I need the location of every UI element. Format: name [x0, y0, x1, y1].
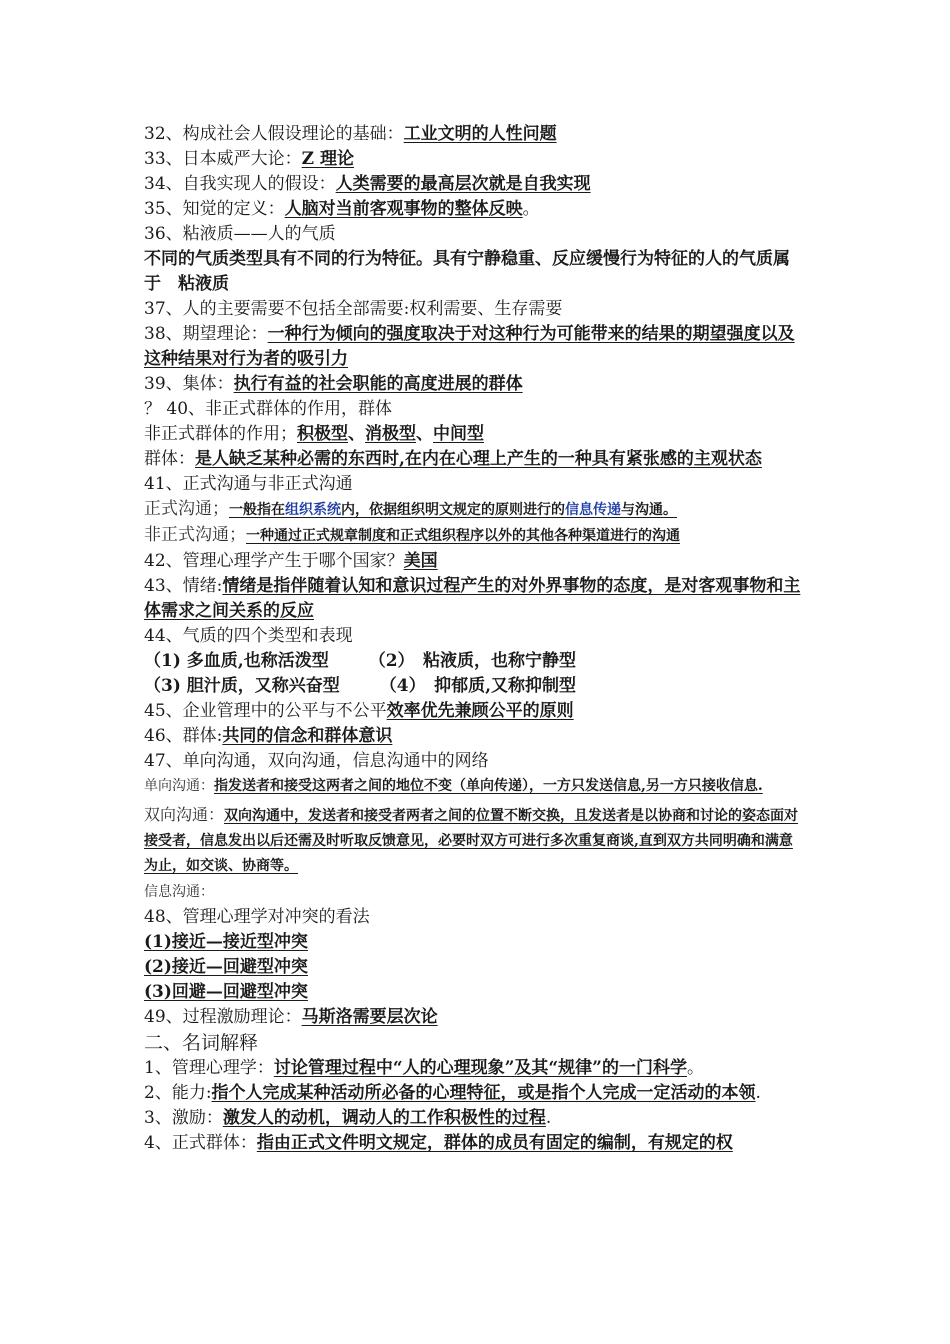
item-40-heading: ？ 40、非正式群体的作用，群体: [144, 399, 393, 419]
item-45: 45、企业管理中的公平与不公平效率优先兼顾公平的原则: [144, 701, 574, 721]
item-32: 32、构成社会人假设理论的基础：工业文明的人性问题: [144, 124, 557, 144]
link-information-transfer[interactable]: 信息传递: [565, 502, 621, 518]
link-organization-system[interactable]: 组织系统: [285, 502, 341, 518]
item-39: 39、集体：执行有益的社会职能的高度进展的群体: [144, 374, 523, 394]
item-40-roles: 非正式群体的作用；积极型、消极型、中间型: [144, 424, 484, 444]
item-44-types-row1: （1) 多血质,也称活泼型 （2） 粘液质，也称宁静型: [144, 651, 577, 671]
term-1: 1、管理心理学：讨论管理过程中“人的心理现象”及其“规律”的一门科学。: [144, 1058, 704, 1078]
item-41-formal: 正式沟通；一般指在组织系统内，依据组织明文规定的原则进行的信息传递与沟通。: [144, 499, 677, 519]
item-44-heading: 44、气质的四个类型和表现: [144, 626, 353, 646]
item-33: 33、日本威严大论：Z 理论: [144, 149, 354, 169]
item-48-conflict-3: (3)回避—回避型冲突: [144, 982, 308, 1002]
item-48-conflict-1: (1)接近—接近型冲突: [144, 932, 308, 952]
item-44-types-row2: （3) 胆汁质，又称兴奋型 （4） 抑郁质,又称抑制型: [144, 676, 577, 696]
item-47-info: 信息沟通：: [144, 884, 214, 900]
term-4: 4、正式群体：指由正式文件明文规定，群体的成员有固定的编制，有规定的权: [144, 1133, 733, 1153]
item-47-heading: 47、单向沟通，双向沟通，信息沟通中的网络: [144, 751, 489, 771]
item-36-body: 不同的气质类型具有不同的行为特征。具有宁静稳重、反应缓慢行为特征的人的气质属于 粘液质: [144, 249, 790, 294]
item-47-two-way: 双向沟通：双向沟通中，发送者和接受者两者之间的位置不断交换，且发送者是以协商和讨论的姿态面对接受者，信息发出以后还需及时听取反馈意见，必要时双方可进行多次重复商谈,直到双方共同明确和满意为止，如交谈、协商等。: [144, 805, 799, 874]
item-43: 43、情绪:情绪是指伴随着认知和意识过程产生的对外界事物的态度，是对客观事物和主体需求之间关系的反应: [144, 576, 801, 621]
item-41-heading: 41、正式沟通与非正式沟通: [144, 474, 353, 494]
item-42: 42、管理心理学产生于哪个国家？美国: [144, 551, 438, 571]
document-content: [144, 122, 806, 1156]
item-47-one-way: 单向沟通：指发送者和接受这两者之间的地位不变（单向传递），一方只发送信息,另一方只接收信息.: [144, 778, 763, 794]
item-49: 49、过程激励理论：马斯洛需要层次论: [144, 1007, 438, 1027]
item-37: 37、人的主要需要不包括全部需要:权利需要、生存需要: [144, 299, 563, 319]
item-48-heading: 48、管理心理学对冲突的看法: [144, 907, 370, 927]
term-2: 2、能力:指个人完成某种活动所必备的心理特征，或是指个人完成一定活动的本领.: [144, 1083, 761, 1103]
item-38: 38、期望理论：一种行为倾向的强度取决于对这种行为可能带来的结果的期望强度以及这种结果对行为者的吸引力: [144, 324, 795, 369]
item-34: 34、自我实现人的假设：人类需要的最高层次就是自我实现: [144, 174, 591, 194]
section-heading-terms: 二、名词解释: [144, 1032, 259, 1054]
item-36-heading: 36、粘液质——人的气质: [144, 224, 336, 244]
item-35: 35、知觉的定义：人脑对当前客观事物的整体反映。: [144, 199, 540, 219]
item-46: 46、群体:共同的信念和群体意识: [144, 726, 393, 746]
item-41-informal: 非正式沟通；一种通过正式规章制度和正式组织程序以外的其他各种渠道进行的沟通: [144, 525, 680, 545]
item-40-group: 群体：是人缺乏某种必需的东西时,在内在心理上产生的一种具有紧张感的主观状态: [144, 449, 762, 469]
item-48-conflict-2: (2)接近—回避型冲突: [144, 957, 308, 977]
term-3: 3、激励：激发人的动机，调动人的工作积极性的过程.: [144, 1108, 552, 1128]
